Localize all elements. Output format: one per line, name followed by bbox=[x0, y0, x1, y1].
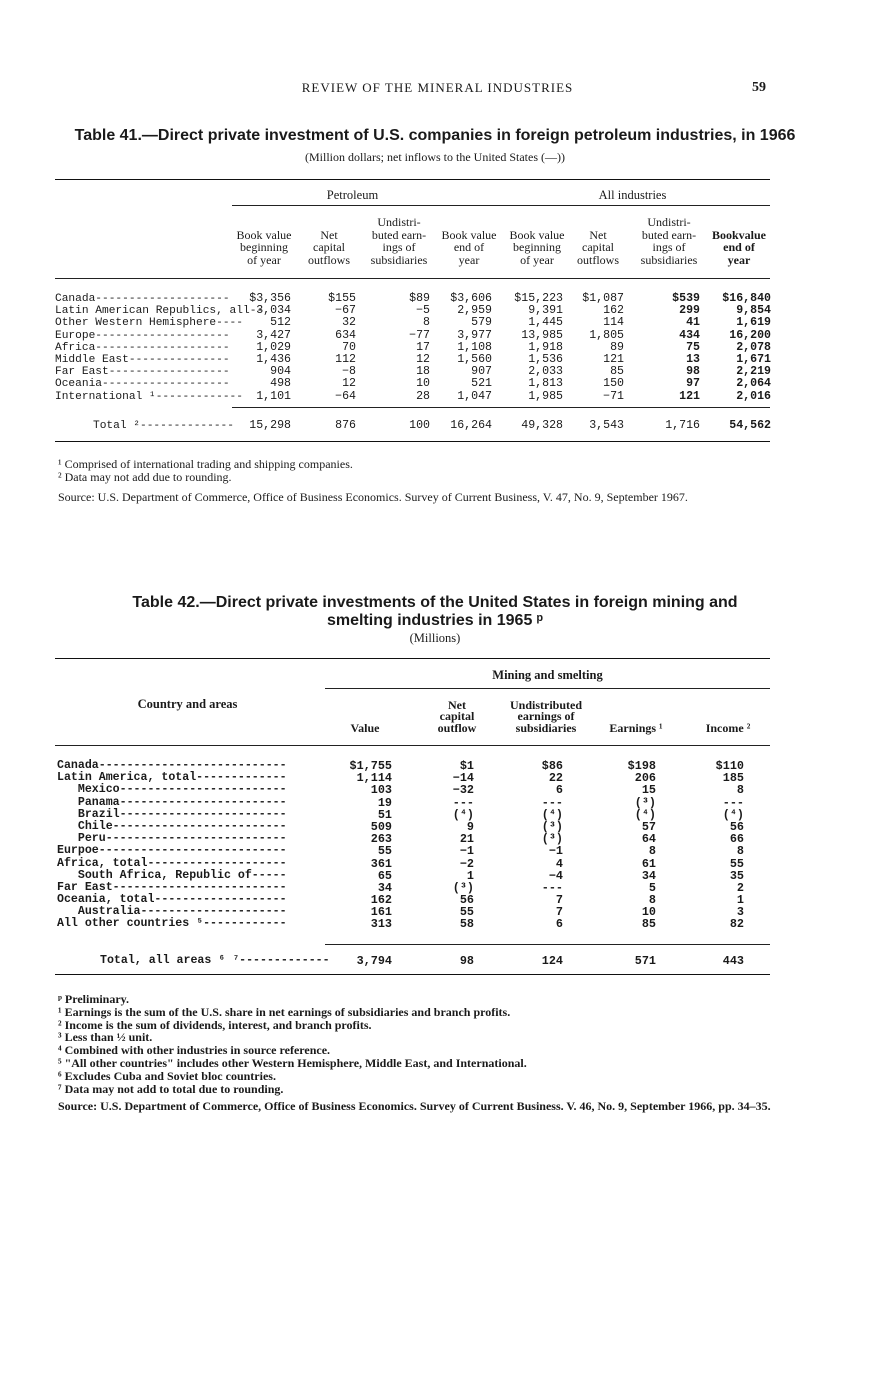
table42-row-label: Oceania, total------------------- bbox=[57, 893, 287, 907]
table42-title-line2: smelting industries in 1965 ᵖ bbox=[326, 612, 544, 629]
t42-cell: 3 bbox=[736, 905, 744, 920]
t41-cell: 85 bbox=[610, 365, 624, 379]
table41-group-petroleum: Petroleum bbox=[326, 188, 379, 202]
t42-cell: $110 bbox=[715, 759, 744, 773]
t41-col-3 bbox=[409, 293, 430, 403]
table42-row-label: Brazil------------------------ bbox=[57, 807, 287, 821]
t41-total-2 bbox=[335, 420, 356, 432]
table42-row-label: South Africa, Republic of----- bbox=[57, 868, 287, 882]
table42-source: Source: U.S. Department of Commerce, Office of Business Economics. Survey of Current Business. V. 46, No. 9, September 1966, pp. 34–35. bbox=[58, 1099, 771, 1113]
t42-footnote: ¹ Earnings is the sum of the U.S. share in net earnings of subsidiaries and branch profits. bbox=[58, 1004, 511, 1019]
t41-col-header-7-line: subsidiaries bbox=[640, 252, 698, 267]
t41-cell: 1,813 bbox=[528, 377, 563, 391]
t42-cell: 6 bbox=[555, 917, 563, 932]
t42-footnote: ᵖ Preliminary. bbox=[58, 992, 130, 1006]
table42-header-rule bbox=[55, 745, 770, 746]
t41-cell: 112 bbox=[335, 352, 356, 366]
table42-group: Mining and smelting bbox=[492, 668, 603, 682]
t41-cell: 2,064 bbox=[736, 377, 771, 391]
t41-cell: 17 bbox=[416, 340, 430, 354]
t42-cell: (³) bbox=[541, 832, 563, 847]
t41-col-header-7-line: buted earn- bbox=[641, 227, 697, 242]
table42-bottom-rule bbox=[55, 974, 770, 975]
t42-cell: 85 bbox=[641, 917, 656, 932]
t42-cell: 65 bbox=[377, 868, 392, 883]
t41-cell: 1,047 bbox=[457, 389, 492, 403]
table42-row-label: Panama------------------------ bbox=[57, 795, 287, 809]
t42-cell: 161 bbox=[370, 905, 392, 920]
t41-col-4 bbox=[450, 293, 492, 403]
t42-cell: 10 bbox=[641, 905, 656, 920]
t41-total-cell: 15,298 bbox=[249, 419, 291, 432]
t41-cell: 1,445 bbox=[528, 316, 563, 330]
table41-header-rule bbox=[55, 278, 770, 279]
t42-cell: 58 bbox=[459, 917, 474, 932]
t42-cell: $1 bbox=[459, 759, 474, 773]
t42-cell: 263 bbox=[370, 832, 392, 847]
t41-col-8 bbox=[722, 293, 771, 403]
t41-total-8 bbox=[729, 420, 771, 432]
t42-cell: (⁴) bbox=[722, 807, 744, 822]
t41-col-header-8-line: Bookvalue bbox=[711, 227, 766, 242]
t42-col-4 bbox=[628, 760, 656, 931]
table41-title: Table 41.—Direct private investment of U.S. companies in foreign petroleum industries, in 1966 bbox=[74, 127, 796, 144]
table41-total-label-text: Total ²-------------- bbox=[93, 420, 234, 432]
t41-cell: −67 bbox=[335, 304, 356, 318]
t41-cell: 2,959 bbox=[457, 304, 492, 318]
table41-row-label: Oceania------------------- bbox=[55, 378, 230, 391]
t41-col-header-6-line: capital bbox=[582, 240, 614, 255]
t41-col-header-1-line: beginning bbox=[240, 240, 288, 255]
t41-col-5 bbox=[514, 293, 563, 403]
table41-row-label: Europe-------------------- bbox=[55, 329, 230, 342]
t42-cell: $1,755 bbox=[349, 759, 392, 773]
t42-cell: --- bbox=[541, 795, 563, 810]
t41-cell: −5 bbox=[416, 304, 430, 318]
t41-col-header-6-line: Net bbox=[589, 227, 607, 242]
t42-cell: 185 bbox=[722, 771, 744, 786]
t41-cell: 8 bbox=[423, 316, 430, 330]
t41-cell: 579 bbox=[471, 316, 492, 330]
t41-cell: 512 bbox=[270, 316, 291, 330]
t42-cell: (⁴) bbox=[541, 807, 563, 822]
t42-cell: 56 bbox=[459, 893, 474, 908]
table41-footnote-1: ¹ Comprised of international trading and shipping companies. bbox=[58, 457, 353, 471]
table41-row-label: Canada-------------------- bbox=[55, 293, 230, 305]
table41-row-label: Other Western Hemisphere---- bbox=[55, 317, 243, 330]
t42-cell: (³) bbox=[541, 819, 563, 834]
t41-col-6 bbox=[582, 293, 624, 403]
t42-cell: 6 bbox=[555, 783, 563, 798]
t42-cell: (⁴) bbox=[634, 807, 656, 822]
t41-cell: −71 bbox=[603, 389, 624, 403]
table42-row-label: Far East------------------------- bbox=[57, 880, 287, 894]
t41-cell: 907 bbox=[471, 365, 492, 379]
t41-cell: $155 bbox=[328, 292, 356, 305]
t42-footnote: ⁵ "All other countries" includes other Western Hemisphere, Middle East, and International. bbox=[58, 1056, 527, 1070]
t41-col-header-4-line: year bbox=[458, 252, 480, 267]
table42-row-label: All other countries ⁵------------ bbox=[57, 917, 287, 931]
t42-cell: 1 bbox=[736, 893, 744, 908]
table41-row-labels bbox=[55, 293, 263, 403]
t42-cell: (³) bbox=[634, 795, 656, 810]
t42-cell: −1 bbox=[459, 844, 474, 859]
t41-total-cell: 1,716 bbox=[665, 419, 700, 432]
t41-cell: 16,200 bbox=[729, 328, 771, 342]
t41-col-header-8 bbox=[704, 229, 774, 266]
t41-col-header-8-line: year bbox=[727, 252, 751, 267]
table41-footnote-2: ² Data may not add due to rounding. bbox=[58, 470, 232, 484]
running-title: REVIEW OF THE MINERAL INDUSTRIES bbox=[301, 80, 574, 95]
table42-row-label: Mexico------------------------ bbox=[57, 783, 287, 797]
page-number: 59 bbox=[752, 80, 766, 95]
t42-total-4 bbox=[635, 955, 656, 967]
t42-col-3 bbox=[542, 760, 563, 931]
t41-cell: 32 bbox=[342, 316, 356, 330]
t42-col-header-3 bbox=[494, 697, 598, 736]
t41-col-header-2-line: capital bbox=[313, 240, 345, 255]
t42-cell: 7 bbox=[555, 893, 563, 908]
t42-cell: 55 bbox=[377, 844, 392, 859]
t41-cell: 3,034 bbox=[256, 304, 291, 318]
t42-cell: 82 bbox=[729, 917, 744, 932]
t41-col-2 bbox=[328, 293, 356, 403]
t41-cell: 150 bbox=[603, 377, 624, 391]
table42-total-label bbox=[100, 955, 330, 967]
t42-cell: 34 bbox=[641, 868, 656, 883]
t42-col-header-2-line: outflow bbox=[437, 721, 477, 736]
t42-col-5 bbox=[716, 760, 744, 931]
table42-top-rule bbox=[55, 658, 770, 659]
t42-cell: (³) bbox=[452, 880, 474, 895]
t41-cell: 904 bbox=[270, 365, 291, 379]
t41-cell: 521 bbox=[471, 377, 492, 391]
t42-cell: 509 bbox=[370, 819, 392, 834]
t41-col-header-3-line: Undistri- bbox=[377, 215, 421, 230]
t42-cell: 51 bbox=[377, 807, 392, 822]
t41-col-header-4-line: end of bbox=[453, 240, 485, 255]
t41-cell: 1,436 bbox=[256, 352, 291, 366]
t41-cell: −77 bbox=[409, 328, 430, 342]
t42-cell: 9 bbox=[466, 819, 474, 834]
t41-cell: 2,078 bbox=[736, 340, 771, 354]
t41-total-cell: 3,543 bbox=[589, 419, 624, 432]
t41-cell: 41 bbox=[686, 316, 700, 330]
table41-subtitle: (Million dollars; net inflows to the United States (—)) bbox=[305, 150, 565, 164]
t42-cell: 15 bbox=[641, 783, 656, 798]
t42-cell: 8 bbox=[736, 844, 744, 859]
t41-cell: 1,029 bbox=[256, 340, 291, 354]
t41-col-header-1-line: Book value bbox=[236, 227, 292, 242]
t42-cell: 57 bbox=[641, 819, 656, 834]
t41-cell: 114 bbox=[603, 316, 624, 330]
t41-cell: 498 bbox=[270, 377, 291, 391]
t42-cell: 34 bbox=[377, 880, 392, 895]
t42-cell: 162 bbox=[370, 893, 392, 908]
t41-total-cell: 54,562 bbox=[729, 419, 771, 432]
t41-cell: −8 bbox=[342, 365, 356, 379]
table42-total-rule bbox=[325, 944, 770, 945]
t41-col-header-3-line: ings of bbox=[382, 240, 416, 255]
table41-bottom-rule bbox=[55, 441, 770, 442]
t41-cell: 2,219 bbox=[736, 365, 771, 379]
t41-col-header-3-line: subsidiaries bbox=[370, 252, 428, 267]
t41-cell: 18 bbox=[416, 365, 430, 379]
t41-col-header-5-line: of year bbox=[520, 252, 554, 267]
table41-total-rule bbox=[232, 407, 770, 408]
t41-col-header-1 bbox=[230, 229, 298, 266]
t42-cell: −1 bbox=[548, 844, 563, 859]
t42-cell: 64 bbox=[641, 832, 656, 847]
t41-col-header-5-line: Book value bbox=[509, 227, 565, 242]
t42-cell: 5 bbox=[648, 880, 656, 895]
t42-cell: 61 bbox=[641, 856, 656, 871]
t42-cell: 22 bbox=[548, 771, 563, 786]
t41-col-header-3 bbox=[362, 216, 436, 266]
table42-stub-header: Country and areas bbox=[137, 697, 238, 711]
table41-group-all: All industries bbox=[598, 188, 667, 202]
t41-cell: $3,606 bbox=[450, 292, 492, 305]
t42-cell: −14 bbox=[452, 771, 474, 786]
t41-col-header-6-line: outflows bbox=[577, 252, 619, 267]
t41-cell: $16,840 bbox=[722, 292, 771, 305]
t41-total-cell: 876 bbox=[335, 419, 356, 432]
table42-row-label: Chile------------------------- bbox=[57, 819, 287, 833]
t42-total-cell: 3,794 bbox=[356, 954, 392, 968]
t42-cell: 2 bbox=[736, 880, 744, 895]
t41-cell: 1,805 bbox=[589, 328, 624, 342]
table41-source: Source: U.S. Department of Commerce, Office of Business Economics. Survey of Current Business, V. 47, No. 9, September 1967. bbox=[58, 490, 688, 504]
t42-cell: 206 bbox=[634, 771, 656, 786]
table41-row-label: Africa-------------------- bbox=[55, 341, 230, 354]
table42-row-labels bbox=[57, 760, 287, 931]
t41-cell: 299 bbox=[679, 304, 700, 318]
t41-cell: $89 bbox=[409, 292, 430, 305]
t42-total-2 bbox=[460, 955, 474, 967]
t41-col-header-6 bbox=[571, 229, 625, 266]
t41-cell: 10 bbox=[416, 377, 430, 391]
t42-cell: 66 bbox=[729, 832, 744, 847]
t41-cell: 1,560 bbox=[457, 352, 492, 366]
t42-cell: −2 bbox=[459, 856, 474, 871]
t42-col-header-3-line: subsidiaries bbox=[515, 721, 577, 736]
t41-total-6 bbox=[589, 420, 624, 432]
t42-total-cell: 571 bbox=[634, 954, 656, 968]
t41-cell: 75 bbox=[686, 340, 700, 354]
table42-row-label: Eurpoe--------------------------- bbox=[57, 844, 287, 858]
t42-total-5 bbox=[723, 955, 744, 967]
table42-row-label: Peru-------------------------- bbox=[57, 832, 287, 846]
t42-col-1 bbox=[350, 760, 392, 931]
t42-footnote: ² Income is the sum of dividends, interest, and branch profits. bbox=[58, 1017, 372, 1032]
t42-cell: (⁴) bbox=[452, 807, 474, 822]
t41-cell: 1,671 bbox=[736, 352, 771, 366]
t41-total-5 bbox=[521, 420, 563, 432]
table41-row-label: Middle East--------------- bbox=[55, 353, 230, 366]
t42-cell: −4 bbox=[548, 868, 563, 883]
t42-cell: 8 bbox=[648, 844, 656, 859]
t42-cell: 56 bbox=[729, 819, 744, 834]
t41-cell: 121 bbox=[679, 389, 700, 403]
table41-top-rule bbox=[55, 179, 770, 180]
t42-col-header-5-line: Income ² bbox=[705, 721, 751, 736]
t41-cell: 434 bbox=[679, 328, 700, 342]
t42-cell: --- bbox=[452, 795, 474, 810]
t41-cell: $3,356 bbox=[249, 292, 291, 305]
t42-cell: 7 bbox=[555, 905, 563, 920]
t41-cell: 13,985 bbox=[521, 328, 563, 342]
t41-col-7 bbox=[672, 293, 700, 403]
t42-total-cell: 98 bbox=[459, 954, 474, 968]
t42-col-header-2-line: capital bbox=[439, 709, 475, 724]
t42-col-header-5 bbox=[688, 723, 768, 735]
table42-row-label: Latin America, total------------- bbox=[57, 771, 287, 785]
t41-col-header-2-line: outflows bbox=[308, 252, 350, 267]
table41-row-label: Latin American Republics, all-- bbox=[55, 305, 264, 318]
t42-cell: $198 bbox=[627, 759, 656, 773]
t41-total-7 bbox=[665, 420, 700, 432]
t42-footnote: ⁴ Combined with other industries in source reference. bbox=[58, 1043, 331, 1058]
t41-cell: 3,427 bbox=[256, 328, 291, 342]
table42-row-label: Africa, total-------------------- bbox=[57, 856, 287, 870]
t42-col-header-1-line: Value bbox=[350, 721, 380, 736]
t41-col-header-1-line: of year bbox=[247, 252, 281, 267]
t42-col-header-4 bbox=[598, 723, 674, 735]
t41-col-header-4 bbox=[436, 229, 502, 266]
t41-cell: 121 bbox=[603, 352, 624, 366]
t42-total-1 bbox=[357, 955, 392, 967]
t42-col-header-1 bbox=[330, 723, 400, 735]
t42-cell: 21 bbox=[459, 832, 474, 847]
t42-col-header-2-line: Net bbox=[448, 697, 466, 712]
t41-cell: 9,391 bbox=[528, 304, 563, 318]
t41-cell: 12 bbox=[416, 352, 430, 366]
t42-total-cell: 124 bbox=[541, 954, 563, 968]
t41-col-header-5 bbox=[502, 229, 572, 266]
t41-cell: 70 bbox=[342, 340, 356, 354]
table41-row-label: Far East------------------ bbox=[55, 366, 230, 379]
t42-cell: 361 bbox=[370, 856, 392, 871]
t41-cell: $539 bbox=[672, 292, 700, 305]
t42-cell: 55 bbox=[729, 856, 744, 871]
t41-cell: 89 bbox=[610, 340, 624, 354]
t41-cell: 634 bbox=[335, 328, 356, 342]
t42-cell: 55 bbox=[459, 905, 474, 920]
t42-col-header-2 bbox=[418, 697, 496, 736]
t42-col-header-4-line: Earnings ¹ bbox=[609, 721, 663, 736]
t42-cell: 1 bbox=[466, 868, 474, 883]
t41-cell: 12 bbox=[342, 377, 356, 391]
t41-col-header-5-line: beginning bbox=[513, 240, 561, 255]
t41-cell: 162 bbox=[603, 304, 624, 318]
t42-cell: --- bbox=[722, 795, 744, 810]
t42-cell: 1,114 bbox=[356, 771, 392, 786]
t41-cell: 2,016 bbox=[736, 389, 771, 403]
t41-total-cell: 49,328 bbox=[521, 419, 563, 432]
t42-cell: 19 bbox=[377, 795, 392, 810]
t42-cell: −32 bbox=[452, 783, 474, 798]
t41-cell: 1,101 bbox=[256, 389, 291, 403]
t42-footnote: ⁷ Data may not add to total due to rounding. bbox=[58, 1081, 284, 1096]
t41-cell: 1,619 bbox=[736, 316, 771, 330]
t41-cell: 2,033 bbox=[528, 365, 563, 379]
t42-cell: 35 bbox=[729, 868, 744, 883]
table42-row-label: Canada--------------------------- bbox=[57, 759, 287, 772]
table41-group-rule bbox=[232, 205, 770, 206]
t42-cell: 8 bbox=[648, 893, 656, 908]
t42-footnote: ³ Less than ½ unit. bbox=[58, 1030, 153, 1045]
t41-cell: 1,985 bbox=[528, 389, 563, 403]
t41-col-header-3-line: buted earn- bbox=[371, 227, 427, 242]
t41-col-header-7-line: ings of bbox=[652, 240, 686, 255]
t41-cell: 1,536 bbox=[528, 352, 563, 366]
t41-total-1 bbox=[249, 420, 291, 432]
t41-cell: 13 bbox=[686, 352, 700, 366]
t41-total-cell: 16,264 bbox=[450, 419, 492, 432]
t41-col-header-7-line: Undistri- bbox=[647, 215, 691, 230]
t41-col-1 bbox=[249, 293, 291, 403]
t41-col-header-4-line: Book value bbox=[441, 227, 497, 242]
t41-total-4 bbox=[450, 420, 492, 432]
t41-cell: 97 bbox=[686, 377, 700, 391]
t42-total-3 bbox=[542, 955, 563, 967]
t41-col-header-2-line: Net bbox=[320, 227, 338, 242]
t42-cell: $86 bbox=[541, 759, 563, 773]
t41-cell: 3,977 bbox=[457, 328, 492, 342]
t41-col-header-2 bbox=[300, 229, 358, 266]
t41-cell: $1,087 bbox=[582, 292, 624, 305]
t41-cell: 98 bbox=[686, 365, 700, 379]
t42-col-header-3-line: earnings of bbox=[517, 709, 575, 724]
table42-title-line1: Table 42.—Direct private investments of the United States in foreign mining and bbox=[132, 594, 738, 611]
t42-total-cell: 443 bbox=[722, 954, 744, 968]
t42-col-header-3-line: Undistributed bbox=[509, 697, 583, 712]
t41-cell: 28 bbox=[416, 389, 430, 403]
t41-col-header-7 bbox=[632, 216, 706, 266]
table42-row-label: Australia--------------------- bbox=[57, 905, 287, 919]
t41-cell: 1,918 bbox=[528, 340, 563, 354]
t42-cell: 103 bbox=[370, 783, 392, 798]
t42-cell: 313 bbox=[370, 917, 392, 932]
t41-col-header-8-line: end of bbox=[723, 240, 755, 255]
t42-cell: 8 bbox=[736, 783, 744, 798]
t41-total-3 bbox=[409, 420, 430, 432]
t41-cell: −64 bbox=[335, 389, 356, 403]
table41-row-label: International ¹------------- bbox=[55, 390, 243, 403]
t42-col-2 bbox=[453, 760, 474, 931]
t41-cell: $15,223 bbox=[514, 292, 563, 305]
t42-cell: 4 bbox=[555, 856, 563, 871]
table42-group-rule bbox=[325, 688, 770, 689]
table41-total-label bbox=[93, 420, 234, 432]
t42-cell: --- bbox=[541, 880, 563, 895]
t41-cell: 9,854 bbox=[736, 304, 771, 318]
table42-subtitle: (Millions) bbox=[409, 631, 461, 645]
table42-total-label-text: Total, all areas ⁶ ⁷------------- bbox=[100, 954, 330, 967]
t41-cell: 1,108 bbox=[457, 340, 492, 354]
t42-footnote: ⁶ Excludes Cuba and Soviet bloc countries. bbox=[58, 1068, 276, 1083]
t41-total-cell: 100 bbox=[409, 419, 430, 432]
